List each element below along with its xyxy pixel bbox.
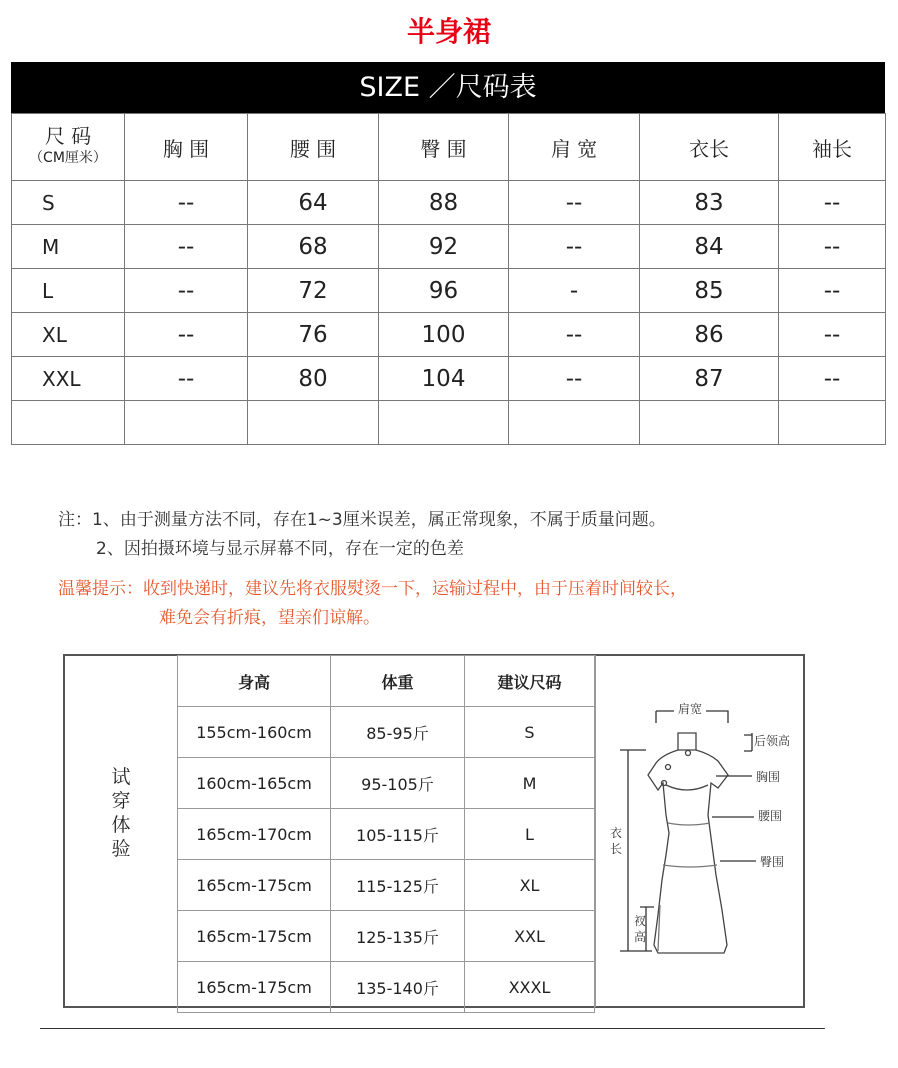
page-title: 半身裙 xyxy=(406,15,491,48)
size-cell: -- xyxy=(779,357,886,401)
size-cell: -- xyxy=(779,313,886,357)
trial-table xyxy=(177,655,595,1013)
size-cell xyxy=(379,401,509,445)
size-header-cell: 衣长 xyxy=(640,114,779,181)
size-cell: 85 xyxy=(640,269,779,313)
size-cell: 92 xyxy=(379,225,509,269)
dress-diagram xyxy=(595,655,806,1007)
note-line-2: 2、因拍摄环境与显示屏幕不同，存在一定的色差 xyxy=(96,539,464,559)
size-cell: -- xyxy=(509,313,640,357)
size-cell: XXL xyxy=(12,357,125,401)
size-cell: 68 xyxy=(248,225,379,269)
size-header-cell: 胸 围 xyxy=(125,114,248,181)
size-cell: 100 xyxy=(379,313,509,357)
trial-cell: 155cm-160cm xyxy=(178,707,331,758)
trial-cell: S xyxy=(465,707,595,758)
size-cell: -- xyxy=(125,269,248,313)
size-cell xyxy=(779,401,886,445)
size-header-cell: 肩 宽 xyxy=(509,114,640,181)
trial-cell: 165cm-175cm xyxy=(178,962,331,1013)
note-line-1: 注：1、由于测量方法不同，存在1~3厘米误差，属正常现象，不属于质量问题。 xyxy=(58,510,666,530)
trial-cell: L xyxy=(465,809,595,860)
size-cell: -- xyxy=(125,313,248,357)
label-chest: 胸围 xyxy=(756,770,781,784)
trial-cell: XXXL xyxy=(465,962,595,1013)
trial-cell: 105-115斤 xyxy=(331,809,465,860)
trial-cell: 115-125斤 xyxy=(331,860,465,911)
trial-cell: 125-135斤 xyxy=(331,911,465,962)
trial-row xyxy=(178,707,595,758)
size-cell: -- xyxy=(509,181,640,225)
trial-label-char: 穿 xyxy=(111,790,131,812)
trial-label-char: 试 xyxy=(111,766,131,788)
size-row xyxy=(12,181,886,225)
size-cell: -- xyxy=(779,225,886,269)
label-slit-2: 高 xyxy=(634,930,647,944)
size-cell: 84 xyxy=(640,225,779,269)
trial-cell: 165cm-175cm xyxy=(178,911,331,962)
trial-row xyxy=(178,962,595,1013)
size-cell: 76 xyxy=(248,313,379,357)
size-cell: -- xyxy=(509,225,640,269)
label-length-1: 衣 xyxy=(610,826,623,840)
trial-cell: M xyxy=(465,758,595,809)
tip-line-1: 温馨提示：收到快递时，建议先将衣服熨烫一下，运输过程中，由于压着时间较长， xyxy=(58,579,687,599)
size-cell xyxy=(12,401,125,445)
trial-label-char: 体 xyxy=(111,814,131,836)
size-cell: 72 xyxy=(248,269,379,313)
size-cell: -- xyxy=(509,357,640,401)
size-row xyxy=(12,269,886,313)
trial-header-cell: 建议尺码 xyxy=(465,656,595,707)
label-hip: 臀围 xyxy=(760,855,785,869)
size-header-cell: 袖长 xyxy=(779,114,886,181)
size-header-label: 尺 码 xyxy=(44,124,92,148)
label-shoulder: 肩宽 xyxy=(678,702,703,716)
size-chart-header: SIZE ／尺码表 xyxy=(11,62,885,113)
size-cell: 64 xyxy=(248,181,379,225)
size-cell: -- xyxy=(779,181,886,225)
size-row xyxy=(12,313,886,357)
size-row xyxy=(12,401,886,445)
label-slit-1: 衩 xyxy=(634,914,647,928)
size-cell: 86 xyxy=(640,313,779,357)
trial-cell: 135-140斤 xyxy=(331,962,465,1013)
trial-label xyxy=(108,765,134,861)
size-cell: 96 xyxy=(379,269,509,313)
size-cell xyxy=(125,401,248,445)
label-back-collar: 后领高 xyxy=(754,734,791,748)
size-cell: 104 xyxy=(379,357,509,401)
size-row xyxy=(12,357,886,401)
size-cell: -- xyxy=(125,181,248,225)
trial-row xyxy=(178,809,595,860)
size-cell xyxy=(640,401,779,445)
trial-cell: 165cm-175cm xyxy=(178,860,331,911)
trial-header-cell: 身高 xyxy=(178,656,331,707)
size-table xyxy=(11,113,886,445)
size-cell: -- xyxy=(125,357,248,401)
size-cell: XL xyxy=(12,313,125,357)
size-unit-label: （CM厘米） xyxy=(29,150,107,166)
size-cell xyxy=(509,401,640,445)
trial-cell: 95-105斤 xyxy=(331,758,465,809)
size-cell: S xyxy=(12,181,125,225)
trial-header-cell: 体重 xyxy=(331,656,465,707)
size-cell: - xyxy=(509,269,640,313)
bottom-divider xyxy=(40,1028,825,1029)
size-cell: 80 xyxy=(248,357,379,401)
size-cell: 83 xyxy=(640,181,779,225)
size-header-cell: 臀 围 xyxy=(379,114,509,181)
trial-cell: XL xyxy=(465,860,595,911)
size-header-cell: 腰 围 xyxy=(248,114,379,181)
size-cell: M xyxy=(12,225,125,269)
trial-label-char: 验 xyxy=(111,838,131,860)
dress-illustration xyxy=(596,655,806,1007)
trial-row xyxy=(178,758,595,809)
size-cell: 88 xyxy=(379,181,509,225)
size-cell xyxy=(248,401,379,445)
label-waist: 腰围 xyxy=(758,809,783,823)
trial-cell: 165cm-170cm xyxy=(178,809,331,860)
trial-cell: 85-95斤 xyxy=(331,707,465,758)
trial-cell: 160cm-165cm xyxy=(178,758,331,809)
trial-row xyxy=(178,860,595,911)
size-cell: L xyxy=(12,269,125,313)
size-row xyxy=(12,225,886,269)
size-header-cell xyxy=(12,114,125,181)
size-cell: -- xyxy=(779,269,886,313)
size-cell: -- xyxy=(125,225,248,269)
label-length-2: 长 xyxy=(610,842,623,856)
trial-cell: XXL xyxy=(465,911,595,962)
tip-line-2: 难免会有折痕，望亲们谅解。 xyxy=(159,608,380,628)
trial-row xyxy=(178,911,595,962)
size-cell: 87 xyxy=(640,357,779,401)
